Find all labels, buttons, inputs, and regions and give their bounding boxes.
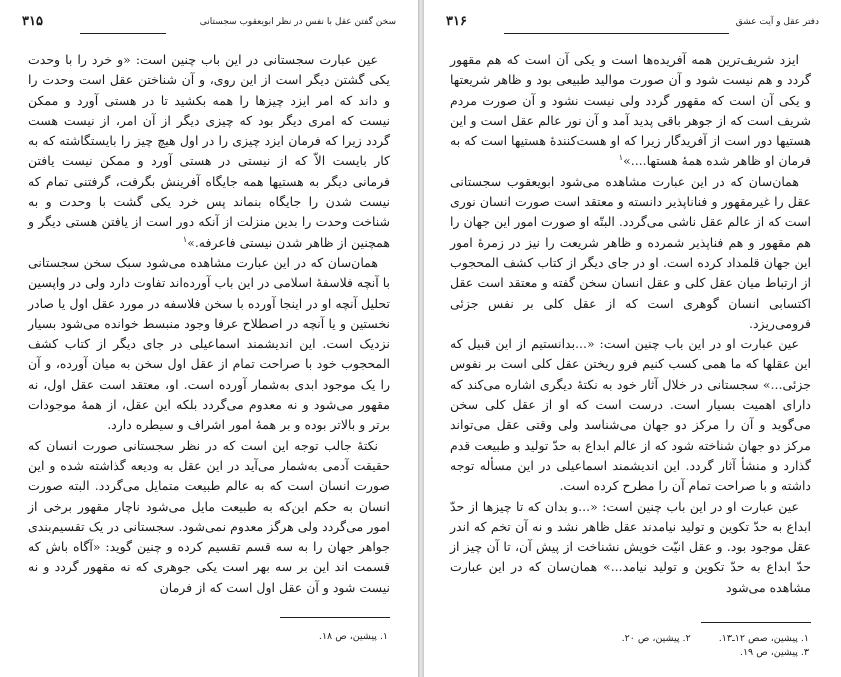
page-number: ۳۱۵ xyxy=(22,14,43,29)
footnote: ۲. پیشین، ص ۲۰. xyxy=(621,633,691,644)
left-page xyxy=(0,0,418,677)
footnote: ۱. پیشین، ص ۱۸. xyxy=(318,631,388,642)
footnote-marker: ۱ xyxy=(182,234,188,244)
right-body-text xyxy=(450,50,811,598)
left-footnotes xyxy=(28,630,388,644)
left-page-header xyxy=(22,6,396,34)
right-page xyxy=(424,0,841,677)
paragraph: ایزد شریف‌ترین همه آفریده‌ها است و یکی آن است که هم مقهور گردد و هم نیست شود و آن صورت موالید طبیعی بود و ظاهر شریعتها و یکی آن است که مقهور گردد ولی نیست نشود و آن صورت مردم شریف است که از جوهر باقی پدید آمد و آن نور عالم عقل است و این هستیها دور است از آفریدگار زیرا که او هست‌کنندهٔ هستیها است که به فرمان او ظاهر شده همهٔ هستها....»$^۱$ xyxy=(450,52,811,169)
footnote-marker: ۱ xyxy=(618,153,624,163)
right-page-header xyxy=(446,6,819,34)
paragraph: همان‌سان که در این عبارت مشاهده می‌شود ابویعقوب سجستانی عقل را غیرمقهور و فناناپذیر دانسته و معتقد است صورت انسان نوری است که از عالم عقل ناشی می‌گردد. البتّه او صورت امور این جهان را هم مقهور و هم فناپذیر شمرده و ظاهر شریعت را نیز در زمرهٔ امور این جهان قلمداد کرده است. او در جای دیگر از کتاب کشف المحجوب از ارتباط میان عقل کلی و عقل انسان سخن گفته و معتقد است عقل اکتسابی انسان گوهری است که از عقل کلی بر نفس جزئی فرومی‌ریزد. xyxy=(450,173,811,331)
paragraph: نکتهٔ جالب توجه این است که در نظر سجستانی صورت انسان که حقیقت آدمی به‌شمار می‌آید در این عقل به ودیعه گذاشته شده و این صورت انسان است که به عالم طبیعت متمایل می‌گردد. البته صورت انسان به حکم این‌که به طبیعت مایل می‌شود ناچار مقهور برخی از امور می‌گردد ولی هرگز معدوم نمی‌شود. سجستانی در یک تقسیم‌بندی جواهر جهان را به سه قسم تقسیم کرده و چنین گوید: «آگاه باش که قسمت اند این بر سه بهر است یکی جوهری که نه مقهور گردد و نه نیست شود و آن عقل اول است که از فرمان xyxy=(28,437,390,595)
page-number: ۳۱۶ xyxy=(446,14,467,29)
left-body-text xyxy=(28,50,390,598)
footnote-rule xyxy=(280,617,390,618)
footnote: ۱. پیشین، صص ۱۲ـ۱۳. xyxy=(718,633,809,644)
paragraph: عین عبارت او در این باب چنین است: «...و بدان که تا چیزها از حدّ ابداع به حدّ تکوین و تولید نیامدند عقل ظاهر نشد و نه آن تخم که اندر عقل موجود بود. و عقل انیّت خویش نشناخت از پیش آن، تا آن چیز از حدّ ابداع به حدّ تکوین و تولید نیامد...» همان‌سان که در این عبارت مشاهده می‌شود xyxy=(450,498,811,595)
paragraph: عین عبارت سجستانی در این باب چنین است: «و خرد را با وحدت یکی گشتن دیگر است از این روی، و آن شناختن عقل است وحدت را و داند که امر ایزد چیزها را همه بکشید تا در هستی آورد و ممکن نیست که امری دیگر بود که چیزی دیگر از آن امر، از نیست هست گردد زیرا که فرمان ایزد چیزی را در اول هیچ چیز را بایستگاشته که به کار بایست الاّ که از نیستی در هستی آورد و ممکن نیست یافتن فرمانی دیگر به هستیها همه جایگاه آفرینش بگرفت، گرفتنی تمام که نیست شدن را جایگاه بنماند پس خرد یکی گشت با وحدت و به شناخت وحدت را بدین منزلت از آنکه دور است از یافتن هستی دیگر و همچنین از ظاهر شدن نیستی فاعرفه.»$^۱$ xyxy=(28,52,390,250)
footnote-rule xyxy=(701,622,811,623)
right-footnotes xyxy=(449,632,809,660)
paragraph: عین عبارت او در این باب چنین است: «...بدانستیم از این قبیل که این عقلها که ما همی کسب کنیم فرو ریختن عقل کلی است بر نفوس جزئی...» سجستانی در خلال آثار خود به نکتهٔ دیگری اشاره می‌کند که دارای اهمیت بسیار است. درست است که او از عقل کلی سخن می‌گوید و آن را مرکز دو جهان می‌شناسد ولی وقتی عقل می‌تواند مرکز دو جهان شناخته شود که از عالم ابداع به حدّ تولید و طبیعت قدم گذارد و منشأ آثار گردد. این اندیشمند اسماعیلی در این مسأله توجه داشته و با صراحت تمام آن را مطرح کرده است. xyxy=(450,336,811,494)
running-title: دفتر عقل و آیت عشق xyxy=(735,17,819,27)
paragraph: همان‌سان که در این عبارت مشاهده می‌شود سبک سخن سجستانی با آنچه فلاسفهٔ اسلامی در این باب آورده‌اند تفاوت دارد ولی در واپسین تحلیل آنچه او در اینجا آورده با سخن فلاسفه در مورد عقل اول یا صادر نخستین و یا آنچه در اصطلاح عرفا وجود منبسط خوانده می‌شود بسیار نزدیک است. این اندیشمند اسماعیلی در جای دیگر از کتاب کشف المحجوب خود با صراحت تمام از عقل اول سخن به میان آورده، و آن را یک موجود ابدی به‌شمار آورده است. او، معتقد است عقل اول، نه مقهور می‌شود و نه معدوم می‌گردد بلکه این عقل، از همهٔ موجودات برتر و بالاتر بوده و بر همهٔ امور اشراف و سیطره دارد. xyxy=(28,254,390,433)
header-rule xyxy=(504,33,729,34)
footnote: ۳. پیشین، ص ۱۹. xyxy=(739,647,809,658)
running-title: سخن گفتن عقل با نفس در نظر ابویعقوب سجستانی xyxy=(199,17,396,27)
header-rule xyxy=(80,33,166,34)
